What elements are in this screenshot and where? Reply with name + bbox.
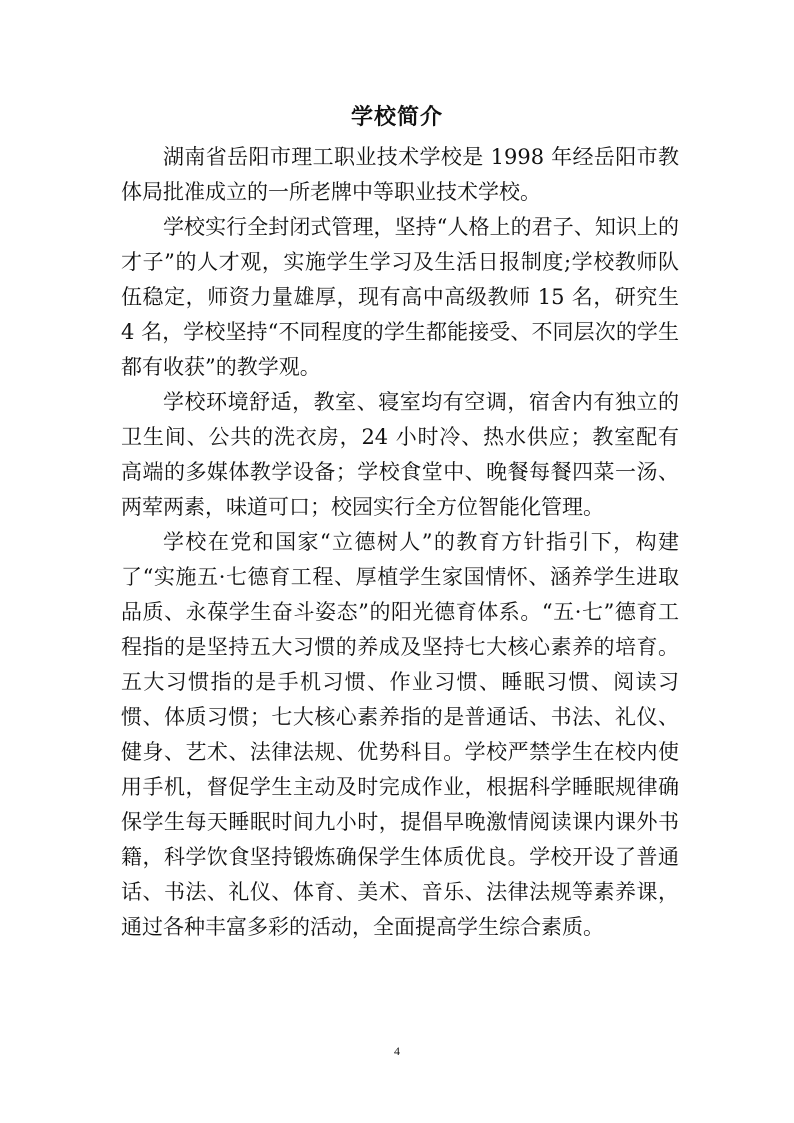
- body-text: [121, 140, 679, 945]
- paragraph-environment: 学校环境舒适，教室、寝室均有空调，宿舍内有独立的卫生间、公共的洗衣房，24 小时冷、热水供应；教室配有高端的多媒体教学设备；学校食堂中、晚餐每餐四菜一汤、两荤两素，味道可口；校园实行全方位智能化管理。: [121, 390, 679, 519]
- paragraph-moral-education: 学校在党和国家“立德树人”的教育方针指引下，构建了“实施五·七德育工程、厚植学生家国情怀、涵养学生进取品质、永葆学生奋斗姿态”的阳光德育体系。“五·七”德育工程指的是坚持五大习惯的养成及坚持七大核心素养的培育。五大习惯指的是手机习惯、作业习惯、睡眠习惯、阅读习惯、体质习惯；七大核心素养指的是普通话、书法、礼仪、健身、艺术、法律法规、优势科目。学校严禁学生在校内使用手机，督促学生主动及时完成作业，根据科学睡眠规律确保学生每天睡眠时间九小时，提倡早晚激情阅读课内课外书籍，科学饮食坚持锻炼确保学生体质优良。学校开设了普通话、书法、礼仪、体育、美术、音乐、法律法规等素养课，通过各种丰富多彩的活动，全面提高学生综合素质。: [121, 530, 679, 939]
- page-number: 4: [394, 1044, 400, 1058]
- page-title: 学校简介: [350, 104, 443, 130]
- paragraph-management: 学校实行全封闭式管理，坚持“人格上的君子、知识上的才子”的人才观，实施学生学习及生活日报制度;学校教师队伍稳定，师资力量雄厚，现有高中高级教师 15 名，研究生 4 名，学校坚持“不同程度的学生都能接受、不同层次的学生都有收获”的教学观。: [121, 215, 679, 379]
- paragraph-school-overview: 湖南省岳阳市理工职业技术学校是 1998 年经岳阳市教体局批准成立的一所老牌中等职业技术学校。: [121, 145, 679, 204]
